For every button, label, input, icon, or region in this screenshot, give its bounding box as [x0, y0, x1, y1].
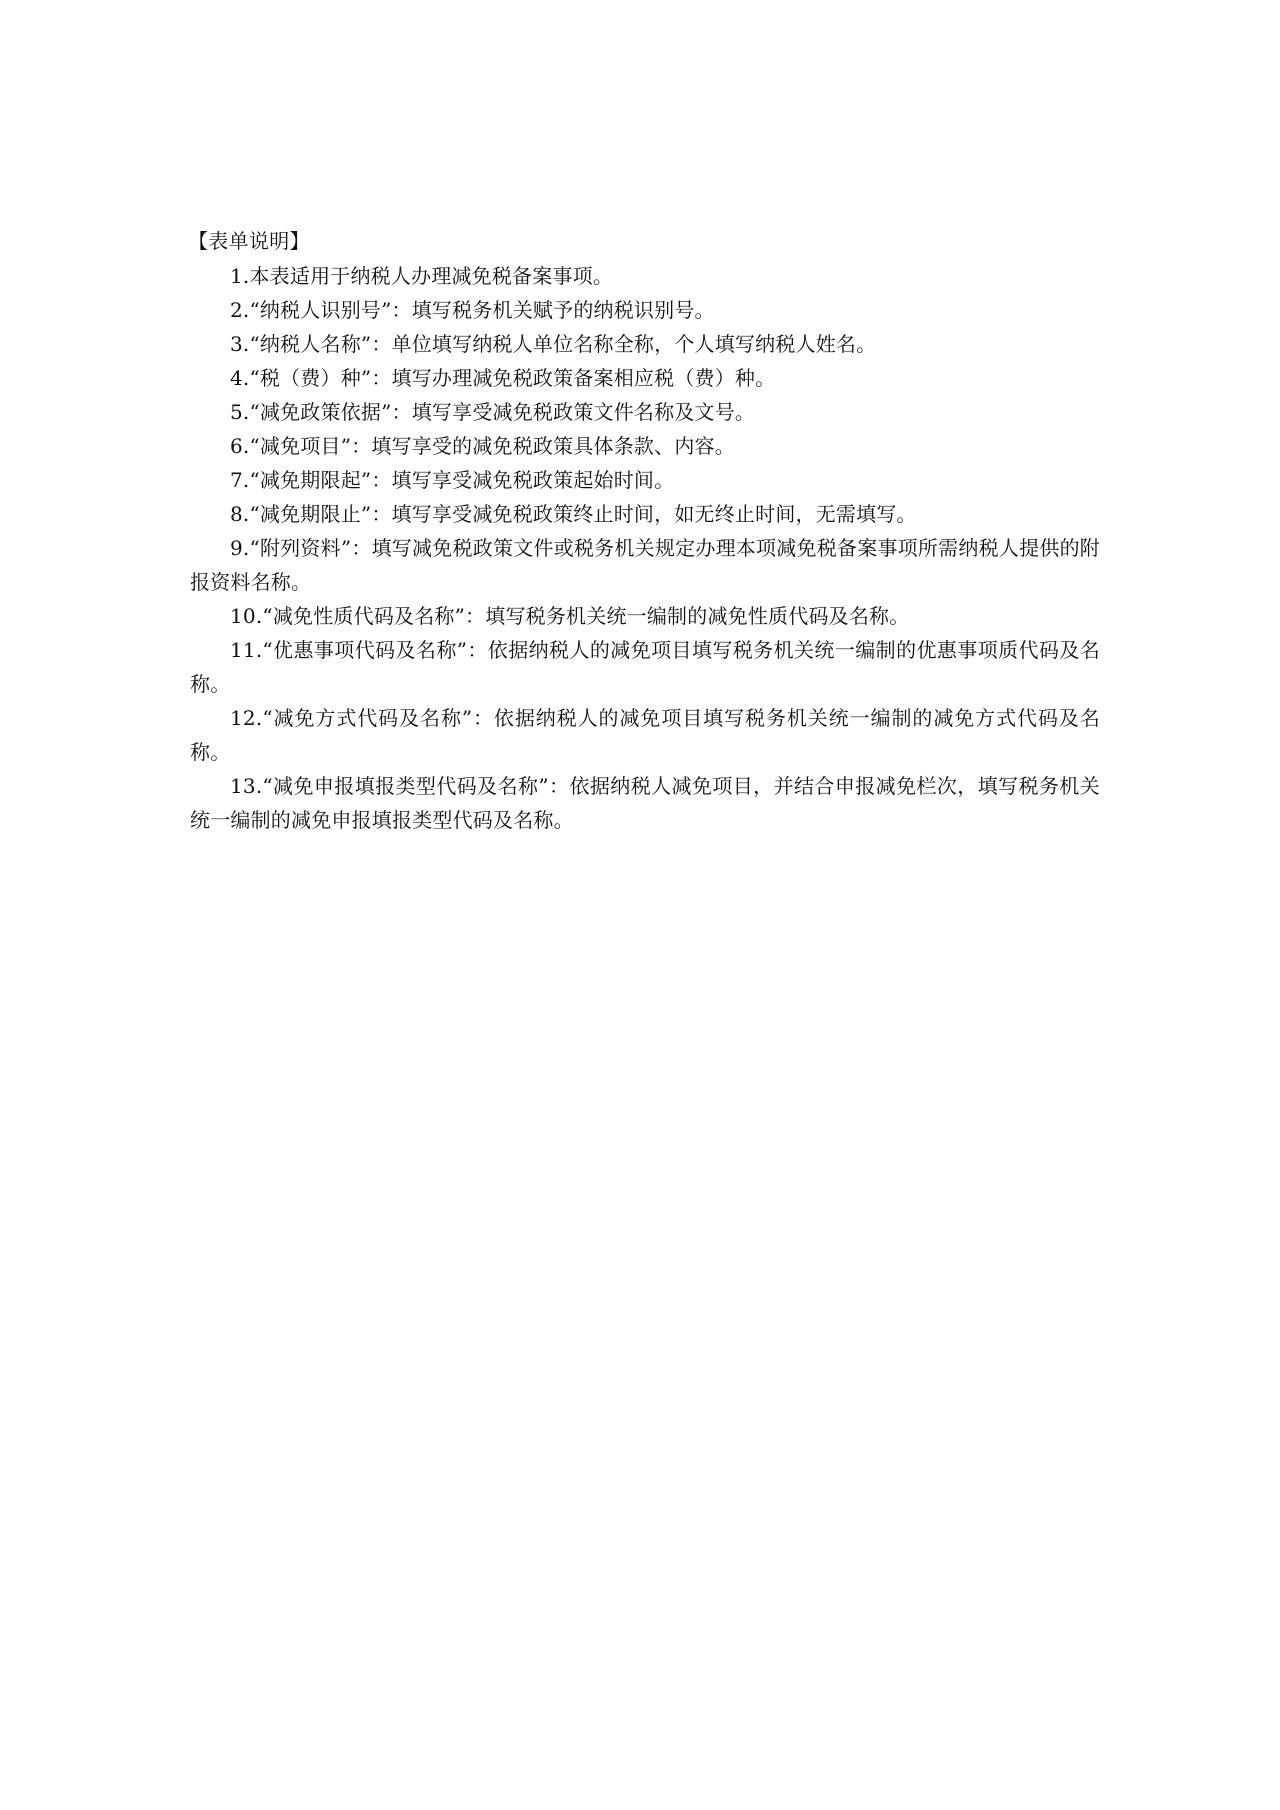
section-heading: 【表单说明】	[188, 229, 310, 253]
form-instructions	[190, 225, 1100, 837]
instruction-item-9: 9.“附列资料”：填写减免税政策文件或税务机关规定办理本项减免税备案事项所需纳税人提供的附报资料名称。	[190, 536, 1100, 594]
instruction-item-3: 3.“纳税人名称”：单位填写纳税人单位名称全称，个人填写纳税人姓名。	[230, 332, 877, 356]
instruction-item-7: 7.“减免期限起”：填写享受减免税政策起始时间。	[230, 468, 675, 492]
instruction-item-13: 13.“减免申报填报类型代码及名称”：依据纳税人减免项目，并结合申报减免栏次，填写税务机关统一编制的减免申报填报类型代码及名称。	[190, 774, 1100, 832]
instruction-list	[190, 259, 1100, 837]
instruction-item-8: 8.“减免期限止”：填写享受减免税政策终止时间，如无终止时间，无需填写。	[230, 502, 917, 526]
instruction-item-4: 4.“税（费）种”：填写办理减免税政策备案相应税（费）种。	[230, 366, 776, 390]
instruction-item-1: 1.本表适用于纳税人办理减免税备案事项。	[230, 264, 614, 288]
instruction-item-6: 6.“减免项目”：填写享受的减免税政策具体条款、内容。	[230, 434, 735, 458]
instruction-item-11: 11.“优惠事项代码及名称”：依据纳税人的减免项目填写税务机关统一编制的优惠事项质代码及名称。	[190, 638, 1100, 696]
instruction-item-2: 2.“纳税人识别号”：填写税务机关赋予的纳税识别号。	[230, 298, 715, 322]
instruction-item-10: 10.“减免性质代码及名称”：填写税务机关统一编制的减免性质代码及名称。	[230, 604, 910, 628]
instruction-item-5: 5.“减免政策依据”：填写享受减免税政策文件名称及文号。	[230, 400, 756, 424]
instruction-item-12: 12.“减免方式代码及名称”：依据纳税人的减免项目填写税务机关统一编制的减免方式代码及名称。	[190, 706, 1100, 764]
